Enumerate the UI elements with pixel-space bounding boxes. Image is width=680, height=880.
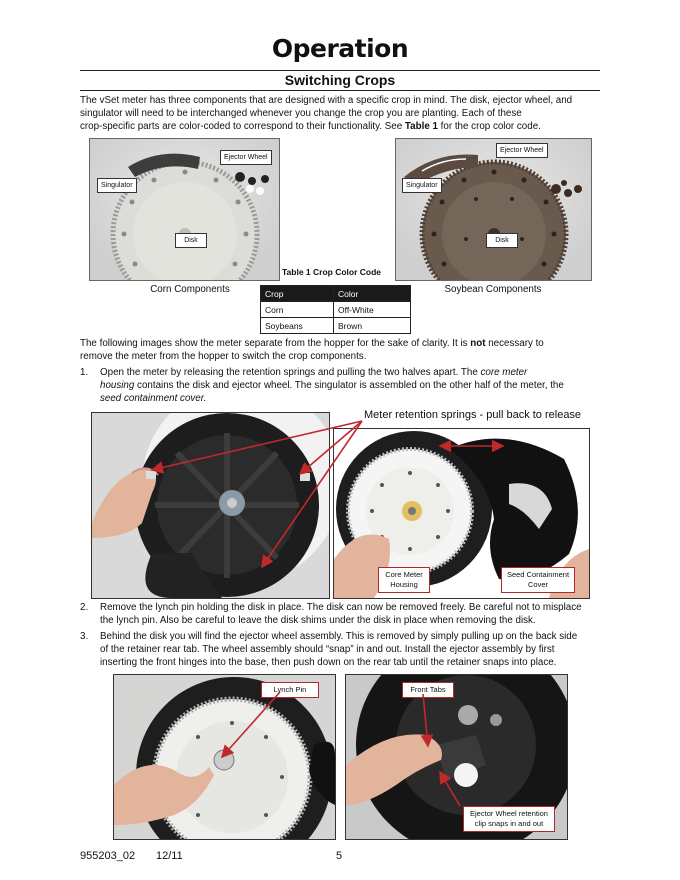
page-title: Operation [271, 34, 409, 63]
section-title: Switching Crops [284, 72, 396, 88]
core-housing-label: Core Meter Housing [378, 567, 430, 593]
footer-doc-number: 955203_02 [80, 850, 136, 862]
footer-page-number: 5 [336, 850, 343, 862]
note-line-2: remove the meter from the hopper to switch the crop components. [80, 351, 367, 363]
soy-ejector-label: Ejector Wheel [496, 143, 548, 158]
intro-line-1: The vSet meter has three components that are designed with a specific crop in mind. The disk, ejector wheel, and [80, 95, 573, 106]
front-tabs-label: Front Tabs [402, 682, 454, 698]
step-3-number: 3. [80, 631, 89, 642]
step-2-text: Remove the lynch pin holding the disk in place. The disk can now be removed freely. Be careful not to misplace the lynch pin. Also be careful to leave the disk shims under the disk in place when removing the disk. [100, 602, 582, 627]
intro-line-2: singulator will need to be interchanged whenever you change the crop you are planting. Each of these [80, 108, 522, 120]
table-cell: Corn [261, 302, 334, 318]
soy-singulator-label: Singulator [402, 178, 442, 193]
ejector-clip-label: Ejector Wheel retention clip snaps in and out [463, 806, 555, 832]
step-2-number: 2. [80, 602, 89, 613]
step-1-text: Open the meter by releasing the retention springs and pulling the two halves apart. The core meter housing contains the disk and ejector wheel. The singulator is assembled on the other half of the meter, the seed containment cover. [100, 367, 564, 405]
corn-caption: Corn Components [150, 284, 230, 295]
springs-callout: Meter retention springs - pull back to release [364, 409, 582, 421]
table-header-crop: Crop [261, 286, 334, 302]
table-caption: Table 1 Crop Color Code [282, 267, 382, 277]
intro-line-3: crop-specific parts are color-coded to correspond to their functionality. See Table 1 for the crop color code. [80, 121, 541, 133]
soy-disk-label: Disk [486, 233, 518, 248]
table-cell: Brown [334, 318, 411, 334]
table-cell: Soybeans [261, 318, 334, 334]
step-1-number: 1. [80, 367, 89, 378]
soybean-caption: Soybean Components [444, 284, 542, 295]
table-reference: Table 1 [404, 121, 438, 133]
step-3-text: Behind the disk you will find the ejector wheel assembly. This is removed by simply pulling up on the back side of the retainer rear tab. The wheel assembly should “snap” in and out. Install the ejector assembly by first inserting the front hinges into the base, then push down on the rear tab until the retainer snaps into place. [100, 631, 578, 669]
note-line-1: The following images show the meter separate from the hopper for the sake of clarity. It is not necessary to [80, 338, 544, 349]
corn-disk-label: Disk [175, 233, 207, 248]
seed-cover-label: Seed Containment Cover [501, 567, 575, 593]
corn-singulator-label: Singulator [97, 178, 137, 193]
table-cell: Off-White [334, 302, 411, 318]
corn-ejector-label: Ejector Wheel [220, 150, 272, 165]
table-header-color: Color [334, 286, 411, 302]
lynch-pin-label: Lynch Pin [261, 682, 319, 698]
footer-date: 12/11 [156, 850, 183, 862]
